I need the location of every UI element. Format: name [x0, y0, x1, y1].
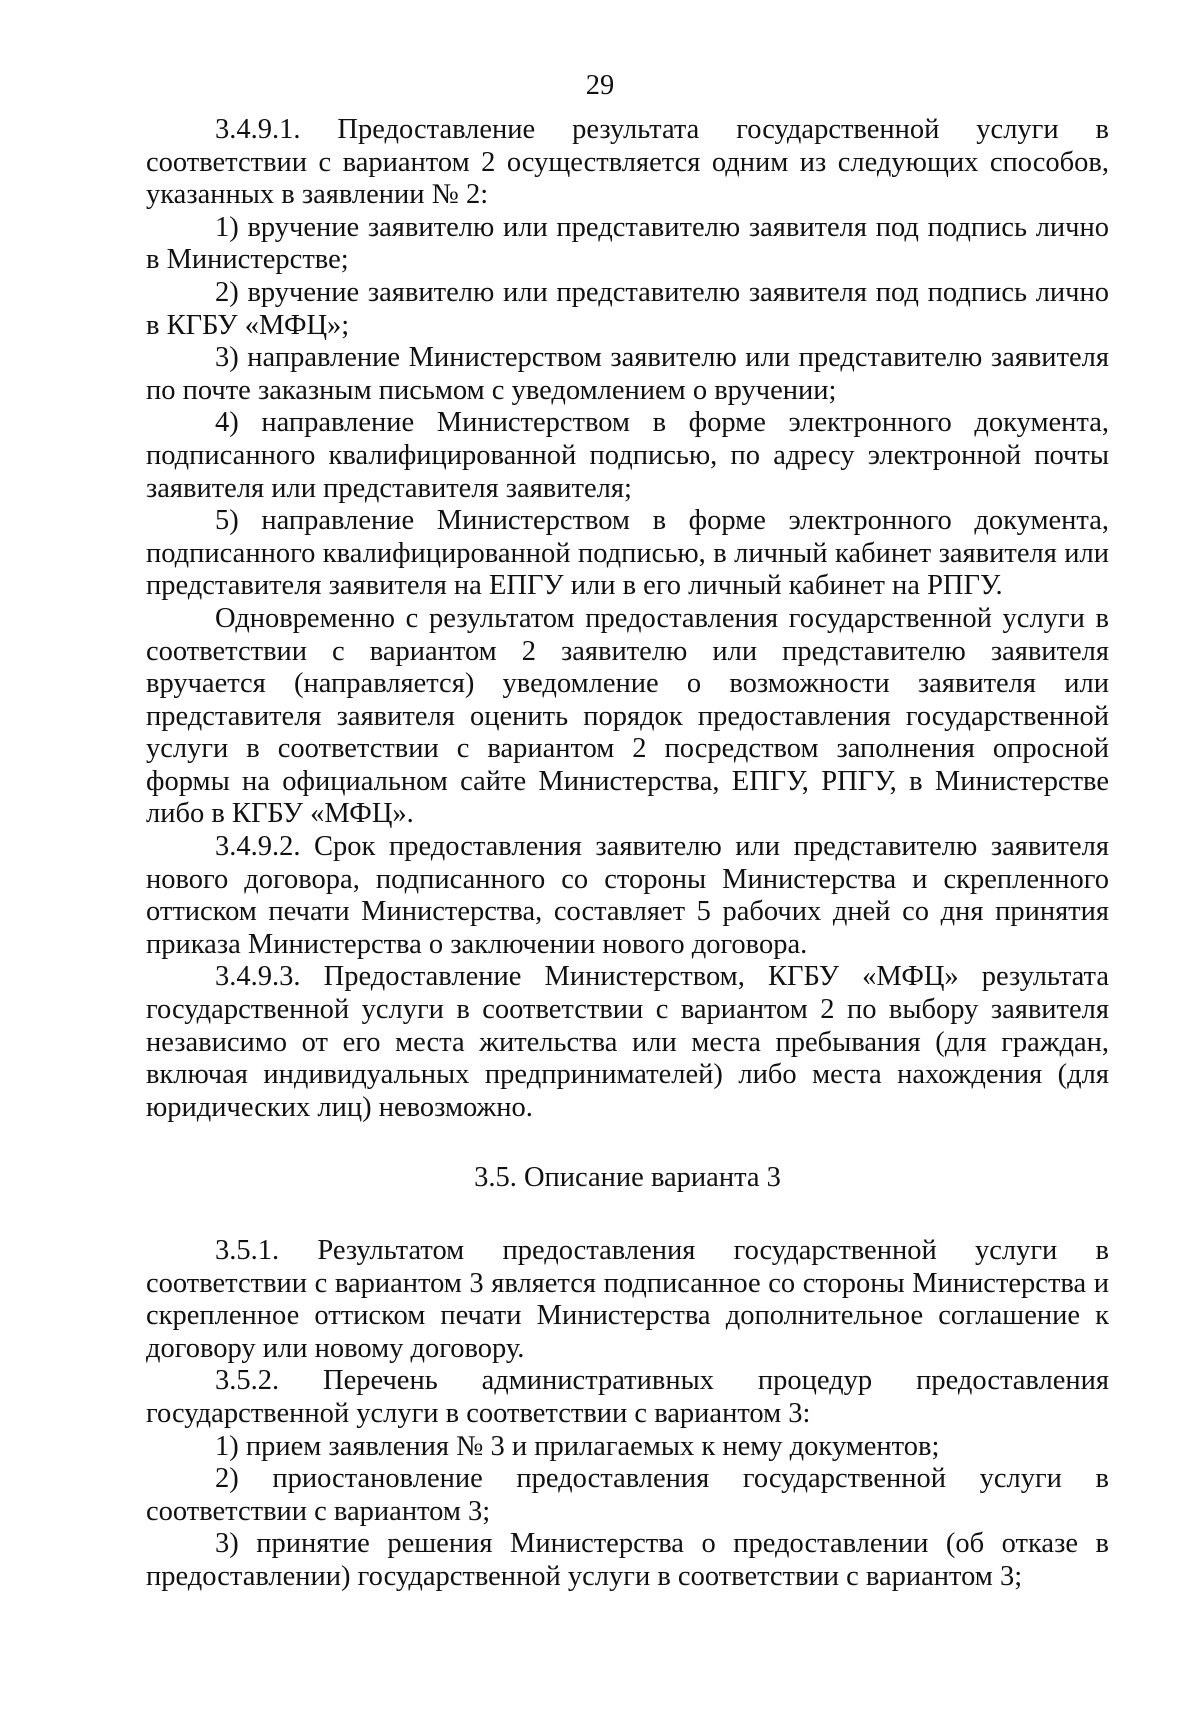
paragraph-3-5-1: 3.5.1. Результатом предоставления государственной услуги в соответствии с вариантом 3 является подписанное со стороны Министерства и скрепленное оттиском печати Министерства дополнительное соглашение к договору или новому договору. [146, 1235, 1109, 1364]
list-item-5: 5) направление Министерством в форме электронного документа, подписанного квалифицированной подписью, в личный кабинет заявителя или представителя заявителя на ЕПГУ или в его личный кабинет на РПГУ. [146, 505, 1109, 602]
page-number: 29 [585, 70, 615, 101]
paragraph-notification: Одновременно с результатом предоставления государственной услуги в соответствии с вариантом 2 заявителю или представителю заявителя вручается (направляется) уведомление о возможности заявителя или представителя заявителя оценить порядок предоставления государственной услуги в соответствии с вариантом 2 посредством заполнения опросной формы на официальном сайте Министерства, ЕПГУ, РПГУ, в Министерстве либо в КГБУ «МФЦ». [146, 602, 1109, 830]
procedure-item-3: 3) принятие решения Министерства о предоставлении (об отказе в предоставлении) государственной услуги в соответствии с вариантом 3; [146, 1528, 1109, 1592]
list-item-4: 4) направление Министерством в форме электронного документа, подписанного квалифицированной подписью, по адресу электронной почты заявителя или представителя заявителя; [146, 407, 1109, 504]
section-heading: 3.5. Описание варианта 3 [474, 1162, 781, 1194]
paragraph-3-4-9-2: 3.4.9.2. Срок предоставления заявителю или представителю заявителя нового договора, подписанного со стороны Министерства и скрепленного оттиском печати Министерства, составляет 5 рабочих дней со дня принятия приказа Министерства о заключении нового договора. [146, 831, 1109, 960]
paragraph-3-4-9-1: 3.4.9.1. Предоставление результата государственной услуги в соответствии с вариантом 2 осуществляется одним из следующих способов, указанных в заявлении № 2: [146, 114, 1109, 211]
procedure-item-1: 1) прием заявления № 3 и прилагаемых к нему документов; [215, 1430, 940, 1462]
list-item-1: 1) вручение заявителю или представителю заявителя под подпись лично в Министерстве; [146, 211, 1109, 276]
list-item-2: 2) вручение заявителю или представителю заявителя под подпись лично в КГБУ «МФЦ»; [146, 276, 1109, 341]
list-item-3: 3) направление Министерством заявителю или представителю заявителя по почте заказным письмом с уведомлением о вручении; [146, 342, 1109, 406]
document-body [146, 114, 1109, 1594]
procedure-item-2: 2) приостановление предоставления государственной услуги в соответствии с вариантом 3; [146, 1463, 1109, 1527]
paragraph-3-5-2: 3.5.2. Перечень административных процедур предоставления государственной услуги в соответствии с вариантом 3: [146, 1365, 1109, 1429]
paragraph-3-4-9-3: 3.4.9.3. Предоставление Министерством, КГБУ «МФЦ» результата государственной услуги в соответствии с вариантом 2 по выбору заявителя независимо от его места жительства или места пребывания (для граждан, включая индивидуальных предпринимателей) либо места нахождения (для юридических лиц) невозможно. [146, 961, 1109, 1123]
